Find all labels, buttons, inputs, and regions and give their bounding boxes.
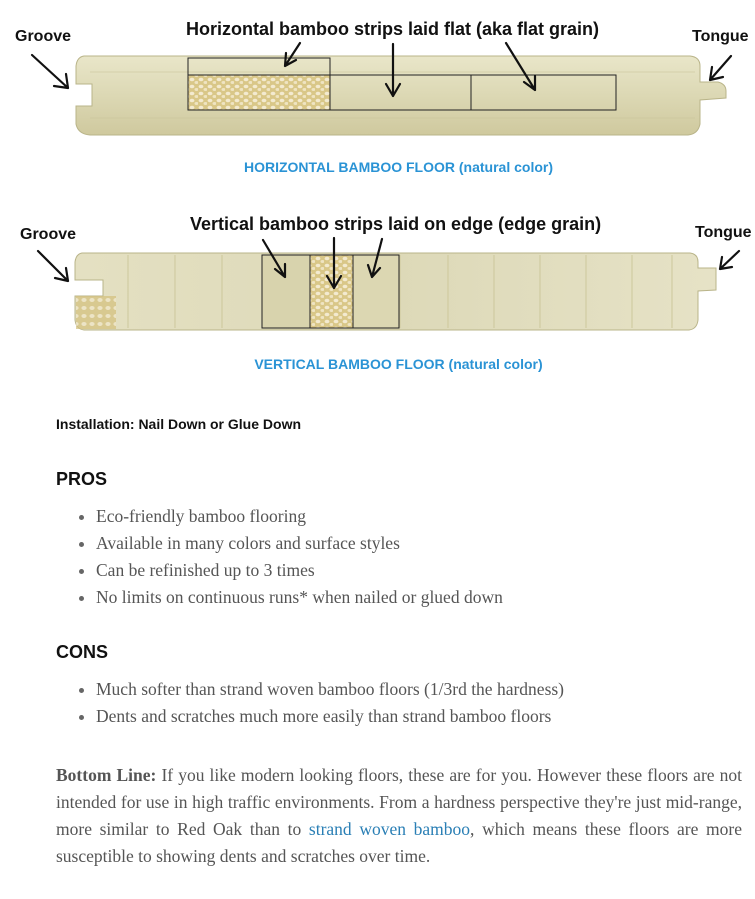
bottom-line-text-end: , which means these floors are more susceptible to showing dents and scratches over time. (56, 819, 742, 866)
list-item: Can be refinished up to 3 times (56, 557, 746, 584)
bottom-line-label: Bottom Line: (56, 765, 157, 785)
installation-note: Installation: Nail Down or Glue Down (56, 416, 302, 432)
cons-heading: CONS (56, 642, 109, 662)
tongue-arrow-icon (710, 56, 731, 80)
vertical-board-diagram (0, 200, 755, 385)
tongue-label: Tongue (692, 28, 749, 45)
vertical-diagram-caption: VERTICAL BAMBOO FLOOR (natural color) (254, 356, 543, 372)
list-item: Eco-friendly bamboo flooring (56, 503, 746, 530)
strand-woven-bamboo-link[interactable]: strand woven bamboo (308, 819, 471, 839)
vertical-diagram-title: Vertical bamboo strips laid on edge (edge grain) (190, 214, 602, 234)
list-item: Available in many colors and surface styles (56, 530, 746, 557)
cons-list (56, 676, 746, 730)
pros-list (56, 503, 746, 611)
list-item: No limits on continuous runs* when nailed or glued down (56, 584, 746, 611)
horizontal-diagram-title: Horizontal bamboo strips laid flat (aka flat grain) (186, 19, 600, 39)
groove-arrow-icon (32, 55, 68, 88)
groove-arrow-icon (38, 251, 68, 281)
pros-heading: PROS (56, 469, 108, 489)
bottom-line-paragraph (56, 762, 742, 870)
list-item: Much softer than strand woven bamboo floors (1/3rd the hardness) (56, 676, 746, 703)
horizontal-diagram-caption: HORIZONTAL BAMBOO FLOOR (natural color) (243, 159, 554, 175)
groove-label: Groove (15, 28, 72, 45)
list-item: Dents and scratches much more easily than strand bamboo floors (56, 703, 746, 730)
groove-label: Groove (20, 226, 77, 243)
tongue-label: Tongue (695, 224, 752, 241)
horizontal-board-diagram (0, 0, 755, 185)
horizontal-board-body (76, 56, 726, 135)
bottom-line-text: If you like modern looking floors, these are for you. However these floors are not intended for use in high traffic environments. From a hardness perspective they're just mid-range, more similar to Red Oak than to (56, 765, 742, 839)
tongue-arrow-icon (720, 251, 739, 269)
